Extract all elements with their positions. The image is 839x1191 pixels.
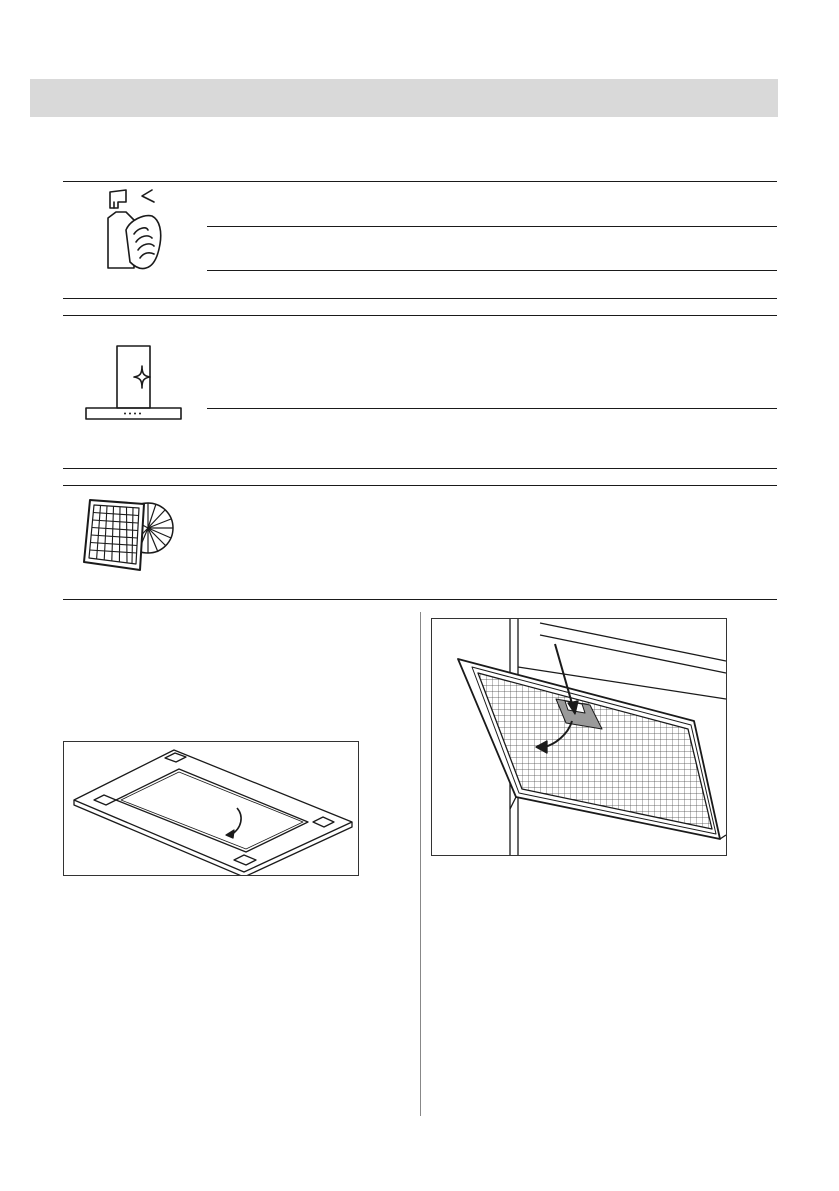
- section-divider: [63, 315, 777, 316]
- section-header-bar: [30, 79, 778, 117]
- table-bottom-rule: [63, 599, 777, 600]
- spray-cleaning-icon: [96, 186, 176, 272]
- section-divider: [63, 485, 777, 486]
- grease-filter-fan-icon: [80, 492, 176, 572]
- hood-bottom-panel-illustration: [63, 741, 359, 876]
- row-divider: [207, 226, 777, 227]
- row-divider: [207, 270, 777, 271]
- section-divider: [63, 468, 777, 469]
- row-divider: [207, 408, 777, 409]
- section-divider: [63, 298, 777, 299]
- grease-filter-removal-illustration: [431, 618, 727, 856]
- table-top-rule: [63, 181, 777, 182]
- cooker-hood-shine-icon: [84, 344, 184, 422]
- column-divider: [420, 612, 421, 1116]
